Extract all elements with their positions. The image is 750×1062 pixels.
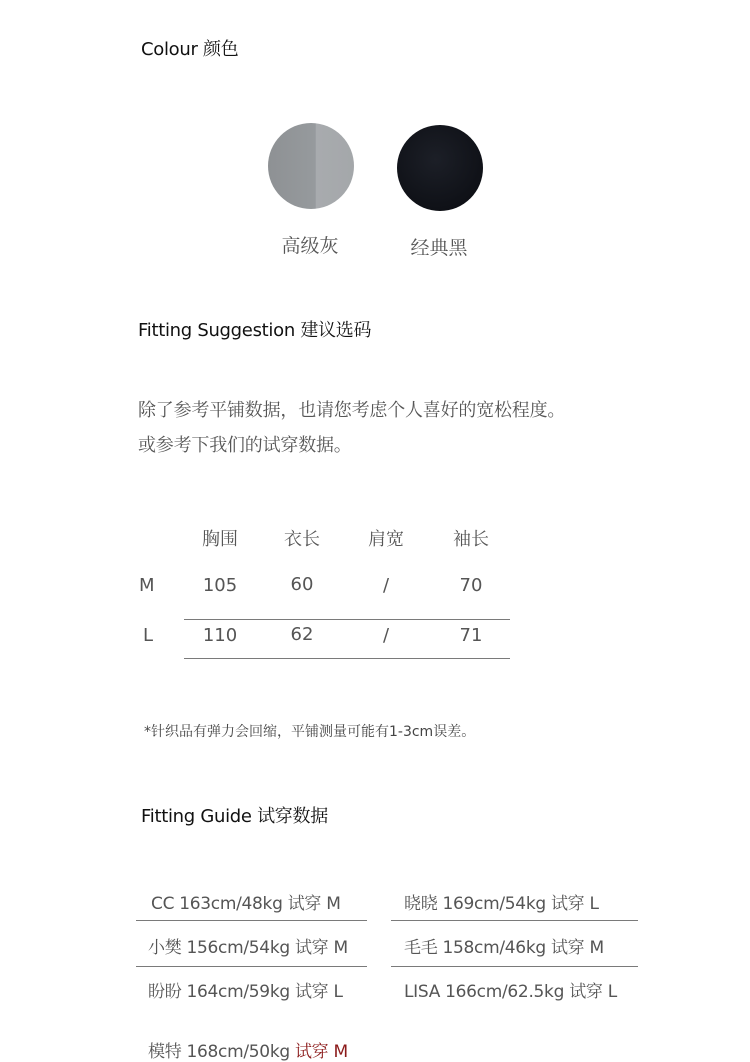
guide-divider: [391, 966, 638, 967]
table-cell: 70: [459, 575, 483, 596]
table-cell: 71: [459, 625, 483, 646]
black-swatch[interactable]: [397, 125, 483, 211]
guide-divider: [136, 966, 367, 967]
table-cell: /: [382, 575, 390, 596]
guide-divider: [391, 920, 638, 921]
fitting-guide-title: Fitting Guide 试穿数据: [141, 806, 328, 827]
colour-title: Colour 颜色: [141, 39, 239, 60]
guide-entry: CC 163cm/48kg 试穿 M: [151, 894, 341, 914]
guide-entry: 晓晓 169cm/54kg 试穿 L: [404, 894, 599, 914]
fitting-suggestion-title: Fitting Suggestion 建议选码: [138, 320, 372, 341]
guide-entry: 小樊 156cm/54kg 试穿 M: [148, 938, 348, 958]
table-cell: 60: [290, 574, 314, 595]
black-swatch-label: 经典黑: [410, 237, 468, 259]
header-length: 衣长: [284, 529, 320, 550]
header-sleeve: 袖长: [453, 529, 489, 550]
table-cell: 110: [202, 625, 238, 646]
model-entry: [148, 1037, 348, 1062]
table-bottom-border: [184, 658, 510, 659]
guide-entry: LISA 166cm/62.5kg 试穿 L: [404, 982, 617, 1002]
guide-entry: 盼盼 164cm/59kg 试穿 L: [148, 982, 343, 1002]
row-size-m: M: [139, 575, 155, 596]
table-cell: /: [382, 625, 390, 646]
row-size-l: L: [143, 625, 154, 646]
guide-divider: [136, 920, 367, 921]
measurement-note: *针织品有弹力会回缩，平铺测量可能有1-3cm误差。: [144, 724, 476, 740]
model-entry-text: 模特 168cm/50kg: [148, 1042, 295, 1062]
suggestion-line-2: 或参考下我们的试穿数据。: [138, 435, 352, 456]
model-size-highlight: 试穿 M: [294, 1042, 348, 1062]
grey-swatch-label: 高级灰: [281, 235, 339, 257]
guide-entry: 毛毛 158cm/46kg 试穿 M: [404, 938, 604, 958]
header-chest: 胸围: [202, 529, 238, 550]
suggestion-line-1: 除了参考平铺数据，也请您考虑个人喜好的宽松程度。: [138, 400, 566, 421]
table-cell: 105: [202, 575, 238, 596]
row-divider: [184, 619, 510, 620]
table-cell: 62: [290, 624, 314, 645]
grey-swatch[interactable]: [268, 123, 354, 209]
header-shoulder: 肩宽: [368, 529, 404, 550]
